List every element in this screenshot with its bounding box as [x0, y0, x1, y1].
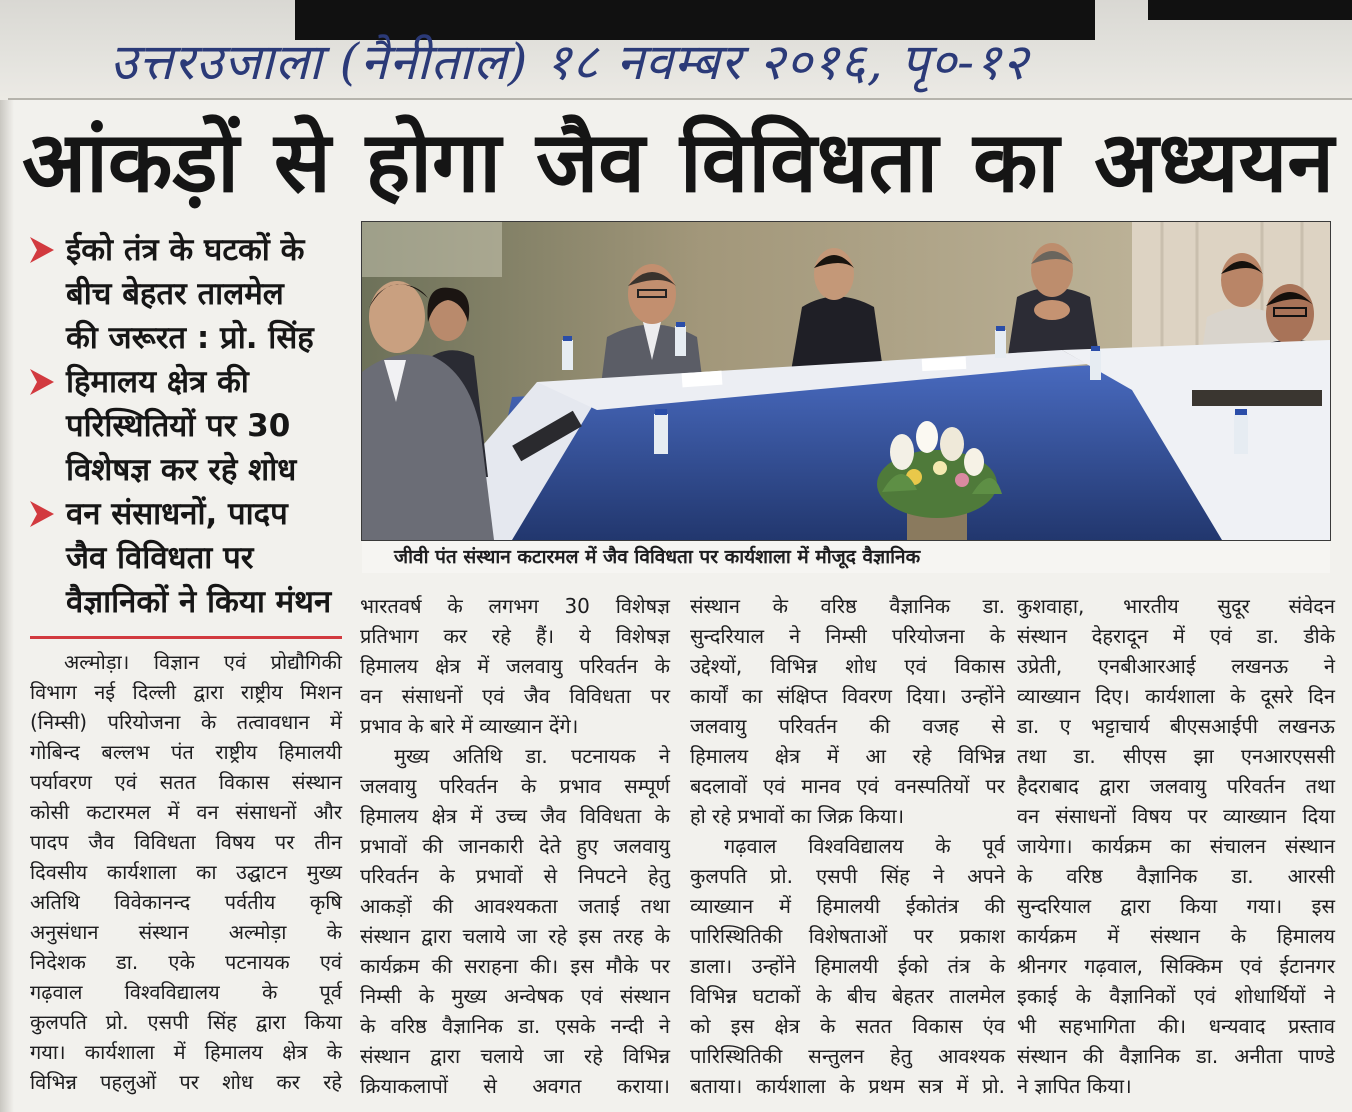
article-text-line: गढ़वाल विश्वविद्यालय के पूर्व	[724, 834, 1005, 858]
article-text-line: कुलपति प्रो. एसपी सिंह ने अपने	[690, 864, 1005, 888]
article-text-line: डाला। उन्होंने हिमालयी ईको तंत्र के	[690, 954, 1005, 978]
article-text-line: प्रभावों की जानकारी देते हुए जलवायु	[360, 834, 670, 858]
article-text-line: संस्थान देहरादून में एवं डा. डीके	[1017, 624, 1335, 648]
photo-paper	[682, 371, 723, 388]
article-text-line: हैदराबाद द्वारा जलवायु परिवर्तन तथा	[1017, 774, 1335, 798]
highlight-line: ईको तंत्र के घटकों के	[66, 232, 305, 268]
article-text-line: हो रहे प्रभावों का जिक्र किया।	[690, 804, 905, 828]
article-text-line: प्रभाव के बारे में व्याख्यान देंगे।	[360, 714, 579, 738]
article-text-line: इकाई के वैज्ञानिकों एवं शोधार्थियों ने	[1017, 984, 1335, 1008]
article-text-line: के वरिष्ठ वैज्ञानिक डा. आरसी	[1017, 864, 1335, 888]
article-text-line: जलवायु परिवर्तन के प्रभाव सम्पूर्ण	[360, 774, 670, 798]
article-text-line: कार्यों का संक्षिप्त विवरण दिया। उन्होंने	[690, 684, 1005, 708]
article-text-line: संस्थान द्वारा चलाये जा रहे इस तरह के	[360, 924, 670, 948]
article-text-line: कुशवाहा, भारतीय सुदूर संवेदन	[1017, 594, 1335, 618]
article-text-line: संस्थान की वैज्ञानिक डा. अनीता पाण्डे	[1017, 1044, 1335, 1068]
highlight-item	[30, 492, 342, 624]
article-text-line: सुन्दरियाल ने निम्सी परियोजना के	[690, 624, 1005, 648]
red-arrow-icon	[30, 501, 54, 527]
headline: आंकड़ों से होगा जैव विविधता का अध्ययन	[22, 113, 1334, 211]
article-text-line: मुख्य अतिथि डा. पटनायक ने	[394, 744, 670, 768]
photo-window	[362, 222, 502, 277]
article-text-line: के वरिष्ठ वैज्ञानिक डा. एसके नन्दी ने	[360, 1014, 670, 1038]
article-text-line: गोबिन्द बल्लभ पंत राष्ट्रीय हिमालयी	[30, 740, 342, 764]
highlight-item	[30, 228, 342, 360]
article-text-line: पादप जैव विविधता विषय पर तीन	[30, 830, 342, 854]
highlight-line: वन संसाधनों, पादप	[66, 496, 288, 532]
article-text-line: संस्थान के वरिष्ठ वैज्ञानिक डा.	[690, 594, 1005, 618]
article-text-line: क्रियाकलापों से अवगत कराया।	[360, 1074, 670, 1098]
handwritten-source-note: उत्तरउजाला (नैनीताल) १८ नवम्बर २०१६, पृ०-१२	[110, 33, 1029, 91]
article-text-line: हिमालय क्षेत्र में जलवायु परिवर्तन के	[360, 654, 670, 678]
article-text-line: कुलपति प्रो. एसपी सिंह द्वारा किया	[30, 1010, 342, 1034]
highlight-line: विशेषज्ञ कर रहे शोध	[66, 452, 297, 488]
article-text-line: गया। कार्यशाला में हिमालय क्षेत्र के	[30, 1040, 342, 1064]
highlight-line: बीच बेहतर तालमेल	[66, 276, 284, 312]
paper-left-edge	[0, 100, 14, 1112]
highlights-underline	[30, 636, 342, 639]
article-text-line: बदलावों एवं मानव एवं वनस्पतियों पर	[690, 774, 1005, 798]
article-text-line: उद्देश्यों, विभिन्न शोध एवं विकास	[690, 654, 1005, 678]
article-text-line: डा. ए भट्टाचार्य बीएसआईपी लखनऊ	[1017, 714, 1335, 738]
article-text-line: अल्मोड़ा। विज्ञान एवं प्रोद्यौगिकी	[64, 650, 342, 674]
article-text-line: प्रतिभाग कर रहे हैं। ये विशेषज्ञ	[360, 624, 670, 648]
article-text-line: पर्यावरण एवं सतत विकास संस्थान	[30, 770, 342, 794]
article-text-line: परिवर्तन के प्रभावों से निपटने हेतु	[360, 864, 670, 888]
article-text-line: व्याख्यान में हिमालयी ईकोतंत्र की	[690, 894, 1005, 918]
article-text-line: भी सहभागिता की। धन्यवाद प्रस्ताव	[1017, 1014, 1335, 1038]
highlight-line: वैज्ञानिकों ने किया मंथन	[66, 584, 332, 620]
article-text-line: वन संसाधनों विषय पर व्याख्यान दिया	[1017, 804, 1335, 828]
article-text-line: सुन्दरियाल द्वारा किया गया। इस	[1017, 894, 1335, 918]
highlights-list	[30, 228, 342, 624]
article-text-line: निदेशक डा. एके पटनायक एवं	[30, 950, 342, 974]
article-text-line: श्रीनगर गढ़वाल, सिक्किम एवं ईटानगर	[1017, 954, 1335, 978]
article-text-line: अतिथि विवेकानन्द पर्वतीय कृषि	[30, 890, 342, 914]
highlight-line: जैव विविधता पर	[66, 540, 254, 576]
article-text-line: संस्थान द्वारा चलाये जा रहे विभिन्न	[360, 1044, 670, 1068]
article-text-line: कार्यक्रम की सराहना की। इस मौके पर	[360, 954, 670, 978]
news-photo	[362, 222, 1330, 540]
article-text-line: बताया। कार्यशाला के प्रथम सत्र में प्रो.	[690, 1074, 1005, 1098]
article-text-line: आकड़ों की आवश्यकता जताई तथा	[360, 894, 670, 918]
article-text-line: वन संसाधनों एवं जैव विविधता पर	[360, 684, 670, 708]
article-text-line: हिमालय क्षेत्र में उच्च जैव विविधता के	[360, 804, 670, 828]
article-text-line: निम्सी के मुख्य अन्वेषक एवं संस्थान	[360, 984, 670, 1008]
article-column-3	[690, 591, 1005, 1101]
article-text-line: हिमालय क्षेत्र में आ रहे विभिन्न	[690, 744, 1005, 768]
highlight-line: हिमालय क्षेत्र की	[66, 364, 249, 400]
article-text-line: जायेगा। कार्यक्रम का संचालन संस्थान	[1017, 834, 1335, 858]
article-text-line: कोसी कटारमल में वन संसाधनों और	[30, 800, 342, 824]
article-text-line: जलवायु परिवर्तन की वजह से	[690, 714, 1005, 738]
article-text-line: विभाग नई दिल्ली द्वारा राष्ट्रीय मिशन	[30, 680, 342, 704]
article-column-1	[30, 647, 342, 1097]
article-column-4	[1017, 591, 1335, 1101]
article-text-line: कार्यक्रम में संस्थान के हिमालय	[1017, 924, 1335, 948]
article-text-line: उप्रेती, एनबीआरआई लखनऊ ने	[1017, 654, 1335, 678]
article-text-line: व्याख्यान दिए। कार्यशाला के दूसरे दिन	[1017, 684, 1335, 708]
highlight-line: की जरूरत : प्रो. सिंह	[66, 320, 314, 356]
article-text-line: ने ज्ञापित किया।	[1017, 1074, 1132, 1098]
article-text-line: तथा डा. सीएस झा एनआरएससी	[1017, 744, 1335, 768]
photo-caption: जीवी पंत संस्थान कटारमल में जैव विविधता पर कार्यशाला में मौजूद वैज्ञानिक	[362, 541, 1330, 573]
clipping-border	[8, 98, 1352, 100]
article-text-line: अनुसंधान संस्थान अल्मोड़ा के	[30, 920, 342, 944]
photo-paper	[922, 357, 967, 371]
article-text-line: पारिस्थितिकी सन्तुलन हेतु आवश्यक	[690, 1044, 1005, 1068]
highlight-item	[30, 360, 342, 492]
photo-box	[1192, 390, 1322, 406]
article-text-line: (निम्सी) परियोजना के तत्वावधान में	[30, 710, 342, 734]
red-arrow-icon	[30, 369, 54, 395]
article-text-line: विभिन्न घटाकों के बीच बेहतर तालमेल	[690, 984, 1005, 1008]
article-column-2	[360, 591, 670, 1101]
article-text-line: को इस क्षेत्र के सतत विकास एंव	[690, 1014, 1005, 1038]
red-arrow-icon	[30, 237, 54, 263]
article-text-line: विभिन्न पहलुओं पर शोध कर रहे	[30, 1070, 342, 1094]
scanner-edge-band	[1148, 0, 1352, 20]
article-text-line: भारतवर्ष के लगभग 30 विशेषज्ञ	[360, 594, 670, 618]
article-text-line: गढ़वाल विश्वविद्यालय के पूर्व	[30, 980, 342, 1004]
highlight-line: परिस्थितियों पर 30	[66, 408, 291, 444]
article-text-line: पारिस्थितिकी विशेषताओं पर प्रकाश	[690, 924, 1005, 948]
article-text-line: दिवसीय कार्यशाला का उद्घाटन मुख्य	[30, 860, 342, 884]
